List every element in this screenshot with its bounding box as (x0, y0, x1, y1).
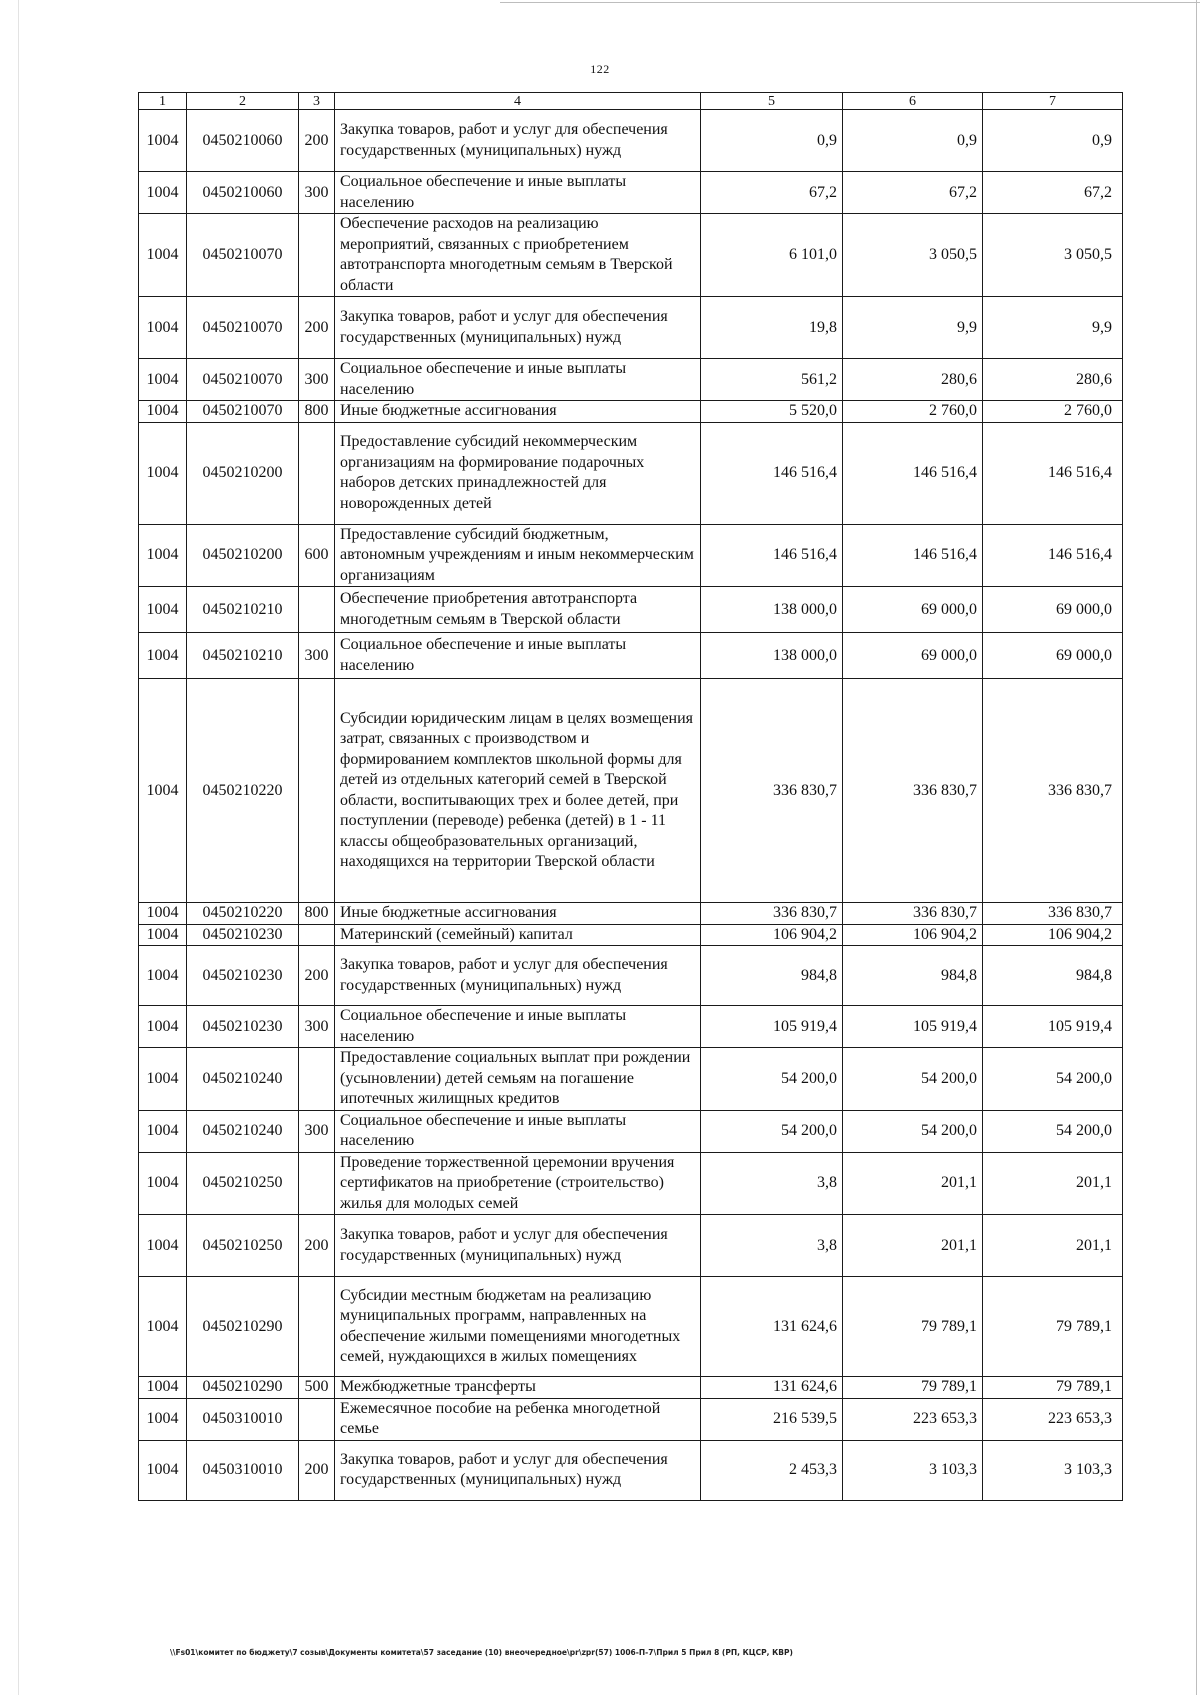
target-article-cell: 0450210230 (187, 924, 299, 946)
item-name-cell: Социальное обеспечение и иные выплаты населению (335, 1006, 701, 1048)
amount-col5-cell: 561,2 (701, 359, 843, 401)
section-cell: 1004 (139, 422, 187, 524)
section-cell: 1004 (139, 946, 187, 1006)
section-cell: 1004 (139, 924, 187, 946)
amount-col7-cell: 3 050,5 (983, 214, 1123, 297)
amount-col5-cell: 3,8 (701, 1215, 843, 1277)
amount-col6-cell: 3 050,5 (843, 214, 983, 297)
expense-type-cell: 300 (299, 1110, 335, 1152)
target-article-cell: 0450210220 (187, 679, 299, 903)
expense-type-cell: 800 (299, 903, 335, 925)
amount-col6-cell: 106 904,2 (843, 924, 983, 946)
amount-col7-cell: 69 000,0 (983, 587, 1123, 633)
amount-col5-cell: 138 000,0 (701, 587, 843, 633)
amount-col7-cell: 146 516,4 (983, 524, 1123, 587)
section-cell: 1004 (139, 1277, 187, 1377)
table-row (139, 172, 1123, 214)
table-row (139, 679, 1123, 903)
amount-col5-cell: 216 539,5 (701, 1398, 843, 1440)
table-row (139, 924, 1123, 946)
section-cell: 1004 (139, 214, 187, 297)
amount-col5-cell: 336 830,7 (701, 679, 843, 903)
amount-col6-cell: 201,1 (843, 1152, 983, 1215)
item-name-cell: Субсидии юридическим лицам в целях возмещения затрат, связанных с производством и формированием комплектов школьной формы для детей из отдельных категорий семей в Тверской области, воспитывающих трех и более детей, при поступлении (переводе) ребенка (детей) в 1 - 11 классы общеобразовательных организаций, находящихся на территории Тверской области (335, 679, 701, 903)
amount-col6-cell: 9,9 (843, 297, 983, 359)
expense-type-cell: 800 (299, 401, 335, 423)
target-article-cell: 0450210240 (187, 1110, 299, 1152)
item-name-cell: Социальное обеспечение и иные выплаты населению (335, 1110, 701, 1152)
item-name-cell: Иные бюджетные ассигнования (335, 903, 701, 925)
item-name-cell: Предоставление социальных выплат при рождении (усыновлении) детей семьям на погашение ипотечных жилищных кредитов (335, 1048, 701, 1111)
amount-col6-cell: 336 830,7 (843, 679, 983, 903)
amount-col6-cell: 105 919,4 (843, 1006, 983, 1048)
section-cell: 1004 (139, 297, 187, 359)
amount-col6-cell: 3 103,3 (843, 1440, 983, 1500)
expense-type-cell (299, 1398, 335, 1440)
amount-col7-cell: 79 789,1 (983, 1277, 1123, 1377)
expense-type-cell: 200 (299, 946, 335, 1006)
table-body (139, 110, 1123, 1501)
amount-col5-cell: 54 200,0 (701, 1110, 843, 1152)
target-article-cell: 0450210290 (187, 1277, 299, 1377)
amount-col7-cell: 146 516,4 (983, 422, 1123, 524)
item-name-cell: Предоставление субсидий некоммерческим организациям на формирование подарочных наборов детских принадлежностей для новорожденных детей (335, 422, 701, 524)
item-name-cell: Проведение торжественной церемонии вручения сертификатов на приобретение (строительство) жилья для молодых семей (335, 1152, 701, 1215)
table-row (139, 401, 1123, 423)
section-cell: 1004 (139, 524, 187, 587)
amount-col6-cell: 2 760,0 (843, 401, 983, 423)
target-article-cell: 0450210070 (187, 359, 299, 401)
amount-col5-cell: 5 520,0 (701, 401, 843, 423)
amount-col5-cell: 2 453,3 (701, 1440, 843, 1500)
item-name-cell: Материнский (семейный) капитал (335, 924, 701, 946)
amount-col7-cell: 69 000,0 (983, 633, 1123, 679)
table-row (139, 903, 1123, 925)
amount-col6-cell: 0,9 (843, 110, 983, 172)
table-row (139, 587, 1123, 633)
expense-type-cell: 200 (299, 297, 335, 359)
amount-col6-cell: 336 830,7 (843, 903, 983, 925)
section-cell: 1004 (139, 1398, 187, 1440)
target-article-cell: 0450210290 (187, 1377, 299, 1399)
amount-col5-cell: 146 516,4 (701, 422, 843, 524)
amount-col5-cell: 138 000,0 (701, 633, 843, 679)
item-name-cell: Иные бюджетные ассигнования (335, 401, 701, 423)
expense-type-cell (299, 1048, 335, 1111)
section-cell: 1004 (139, 1110, 187, 1152)
amount-col5-cell: 6 101,0 (701, 214, 843, 297)
section-cell: 1004 (139, 1440, 187, 1500)
col-header-4: 4 (335, 93, 701, 110)
table-row (139, 297, 1123, 359)
section-cell: 1004 (139, 903, 187, 925)
amount-col5-cell: 0,9 (701, 110, 843, 172)
scan-edge-line-right (1196, 0, 1197, 1695)
expense-type-cell (299, 422, 335, 524)
target-article-cell: 0450210070 (187, 297, 299, 359)
item-name-cell: Закупка товаров, работ и услуг для обеспечения государственных (муниципальных) нужд (335, 297, 701, 359)
expense-type-cell (299, 1152, 335, 1215)
item-name-cell: Закупка товаров, работ и услуг для обеспечения государственных (муниципальных) нужд (335, 110, 701, 172)
amount-col6-cell: 146 516,4 (843, 422, 983, 524)
amount-col7-cell: 201,1 (983, 1215, 1123, 1277)
target-article-cell: 0450210250 (187, 1215, 299, 1277)
amount-col7-cell: 336 830,7 (983, 903, 1123, 925)
table-row (139, 946, 1123, 1006)
table-row (139, 422, 1123, 524)
item-name-cell: Социальное обеспечение и иные выплаты населению (335, 359, 701, 401)
amount-col6-cell: 201,1 (843, 1215, 983, 1277)
amount-col5-cell: 131 624,6 (701, 1277, 843, 1377)
expense-type-cell (299, 924, 335, 946)
table-row (139, 1277, 1123, 1377)
amount-col6-cell: 79 789,1 (843, 1277, 983, 1377)
scan-edge-line-top (500, 2, 1200, 3)
expense-type-cell (299, 587, 335, 633)
amount-col6-cell: 54 200,0 (843, 1048, 983, 1111)
target-article-cell: 0450310010 (187, 1398, 299, 1440)
target-article-cell: 0450210060 (187, 110, 299, 172)
section-cell: 1004 (139, 679, 187, 903)
expense-type-cell: 200 (299, 1215, 335, 1277)
expense-type-cell: 300 (299, 1006, 335, 1048)
table-row (139, 1440, 1123, 1500)
column-number-header-row (139, 93, 1123, 110)
amount-col5-cell: 336 830,7 (701, 903, 843, 925)
section-cell: 1004 (139, 172, 187, 214)
item-name-cell: Закупка товаров, работ и услуг для обеспечения государственных (муниципальных) нужд (335, 1215, 701, 1277)
expense-type-cell: 500 (299, 1377, 335, 1399)
footer-file-path: \\Fs01\комитет по бюджету\7 созыв\Документы комитета\57 заседание (10) внеочередное\pr\zpr(57) 1006-П-7\Прил 5 Прил 8 (РП, КЦСР, КВР) (170, 1648, 793, 1657)
col-header-3: 3 (299, 93, 335, 110)
target-article-cell: 0450310010 (187, 1440, 299, 1500)
item-name-cell: Закупка товаров, работ и услуг для обеспечения государственных (муниципальных) нужд (335, 946, 701, 1006)
amount-col7-cell: 54 200,0 (983, 1110, 1123, 1152)
item-name-cell: Предоставление субсидий бюджетным, автономным учреждениям и иным некоммерческим организациям (335, 524, 701, 587)
table-row (139, 110, 1123, 172)
budget-table (138, 92, 1123, 1501)
amount-col7-cell: 105 919,4 (983, 1006, 1123, 1048)
amount-col5-cell: 106 904,2 (701, 924, 843, 946)
section-cell: 1004 (139, 1215, 187, 1277)
amount-col7-cell: 984,8 (983, 946, 1123, 1006)
expense-type-cell: 200 (299, 1440, 335, 1500)
expense-type-cell: 300 (299, 359, 335, 401)
amount-col6-cell: 146 516,4 (843, 524, 983, 587)
table-row (139, 1006, 1123, 1048)
table-row (139, 1048, 1123, 1111)
expense-type-cell (299, 1277, 335, 1377)
section-cell: 1004 (139, 1006, 187, 1048)
amount-col5-cell: 131 624,6 (701, 1377, 843, 1399)
amount-col5-cell: 54 200,0 (701, 1048, 843, 1111)
amount-col7-cell: 9,9 (983, 297, 1123, 359)
item-name-cell: Социальное обеспечение и иные выплаты населению (335, 633, 701, 679)
section-cell: 1004 (139, 1152, 187, 1215)
section-cell: 1004 (139, 110, 187, 172)
table-row (139, 1215, 1123, 1277)
col-header-2: 2 (187, 93, 299, 110)
amount-col6-cell: 223 653,3 (843, 1398, 983, 1440)
col-header-1: 1 (139, 93, 187, 110)
amount-col7-cell: 54 200,0 (983, 1048, 1123, 1111)
amount-col5-cell: 67,2 (701, 172, 843, 214)
table-row (139, 633, 1123, 679)
table-row (139, 359, 1123, 401)
table-row (139, 524, 1123, 587)
section-cell: 1004 (139, 1377, 187, 1399)
amount-col5-cell: 3,8 (701, 1152, 843, 1215)
amount-col5-cell: 19,8 (701, 297, 843, 359)
amount-col7-cell: 280,6 (983, 359, 1123, 401)
amount-col7-cell: 0,9 (983, 110, 1123, 172)
amount-col7-cell: 336 830,7 (983, 679, 1123, 903)
expense-type-cell: 600 (299, 524, 335, 587)
item-name-cell: Ежемесячное пособие на ребенка многодетной семье (335, 1398, 701, 1440)
table-row (139, 214, 1123, 297)
target-article-cell: 0450210230 (187, 1006, 299, 1048)
page-number: 122 (590, 62, 610, 76)
target-article-cell: 0450210210 (187, 633, 299, 679)
table-row (139, 1110, 1123, 1152)
item-name-cell: Обеспечение расходов на реализацию мероприятий, связанных с приобретением автотранспорта многодетным семьям в Тверской области (335, 214, 701, 297)
target-article-cell: 0450210210 (187, 587, 299, 633)
col-header-7: 7 (983, 93, 1123, 110)
target-article-cell: 0450210070 (187, 401, 299, 423)
expense-type-cell: 300 (299, 633, 335, 679)
amount-col6-cell: 54 200,0 (843, 1110, 983, 1152)
target-article-cell: 0450210200 (187, 524, 299, 587)
item-name-cell: Закупка товаров, работ и услуг для обеспечения государственных (муниципальных) нужд (335, 1440, 701, 1500)
amount-col6-cell: 984,8 (843, 946, 983, 1006)
expense-type-cell (299, 214, 335, 297)
amount-col7-cell: 223 653,3 (983, 1398, 1123, 1440)
target-article-cell: 0450210250 (187, 1152, 299, 1215)
amount-col7-cell: 106 904,2 (983, 924, 1123, 946)
table-row (139, 1398, 1123, 1440)
col-header-5: 5 (701, 93, 843, 110)
section-cell: 1004 (139, 587, 187, 633)
amount-col6-cell: 280,6 (843, 359, 983, 401)
target-article-cell: 0450210070 (187, 214, 299, 297)
target-article-cell: 0450210240 (187, 1048, 299, 1111)
col-header-6: 6 (843, 93, 983, 110)
target-article-cell: 0450210220 (187, 903, 299, 925)
target-article-cell: 0450210200 (187, 422, 299, 524)
amount-col7-cell: 2 760,0 (983, 401, 1123, 423)
table-row (139, 1152, 1123, 1215)
amount-col6-cell: 67,2 (843, 172, 983, 214)
section-cell: 1004 (139, 401, 187, 423)
amount-col5-cell: 105 919,4 (701, 1006, 843, 1048)
item-name-cell: Социальное обеспечение и иные выплаты населению (335, 172, 701, 214)
item-name-cell: Межбюджетные трансферты (335, 1377, 701, 1399)
section-cell: 1004 (139, 1048, 187, 1111)
expense-type-cell: 300 (299, 172, 335, 214)
scan-edge-line-left (18, 0, 19, 1695)
amount-col5-cell: 984,8 (701, 946, 843, 1006)
amount-col5-cell: 146 516,4 (701, 524, 843, 587)
amount-col7-cell: 67,2 (983, 172, 1123, 214)
amount-col7-cell: 79 789,1 (983, 1377, 1123, 1399)
section-cell: 1004 (139, 633, 187, 679)
expense-type-cell (299, 679, 335, 903)
item-name-cell: Субсидии местным бюджетам на реализацию муниципальных программ, направленных на обеспечение жилыми помещениями многодетных семей, нуждающихся в жилых помещениях (335, 1277, 701, 1377)
amount-col6-cell: 79 789,1 (843, 1377, 983, 1399)
expense-type-cell: 200 (299, 110, 335, 172)
section-cell: 1004 (139, 359, 187, 401)
amount-col7-cell: 3 103,3 (983, 1440, 1123, 1500)
item-name-cell: Обеспечение приобретения автотранспорта многодетным семьям в Тверской области (335, 587, 701, 633)
target-article-cell: 0450210060 (187, 172, 299, 214)
amount-col7-cell: 201,1 (983, 1152, 1123, 1215)
amount-col6-cell: 69 000,0 (843, 587, 983, 633)
target-article-cell: 0450210230 (187, 946, 299, 1006)
amount-col6-cell: 69 000,0 (843, 633, 983, 679)
table-row (139, 1377, 1123, 1399)
